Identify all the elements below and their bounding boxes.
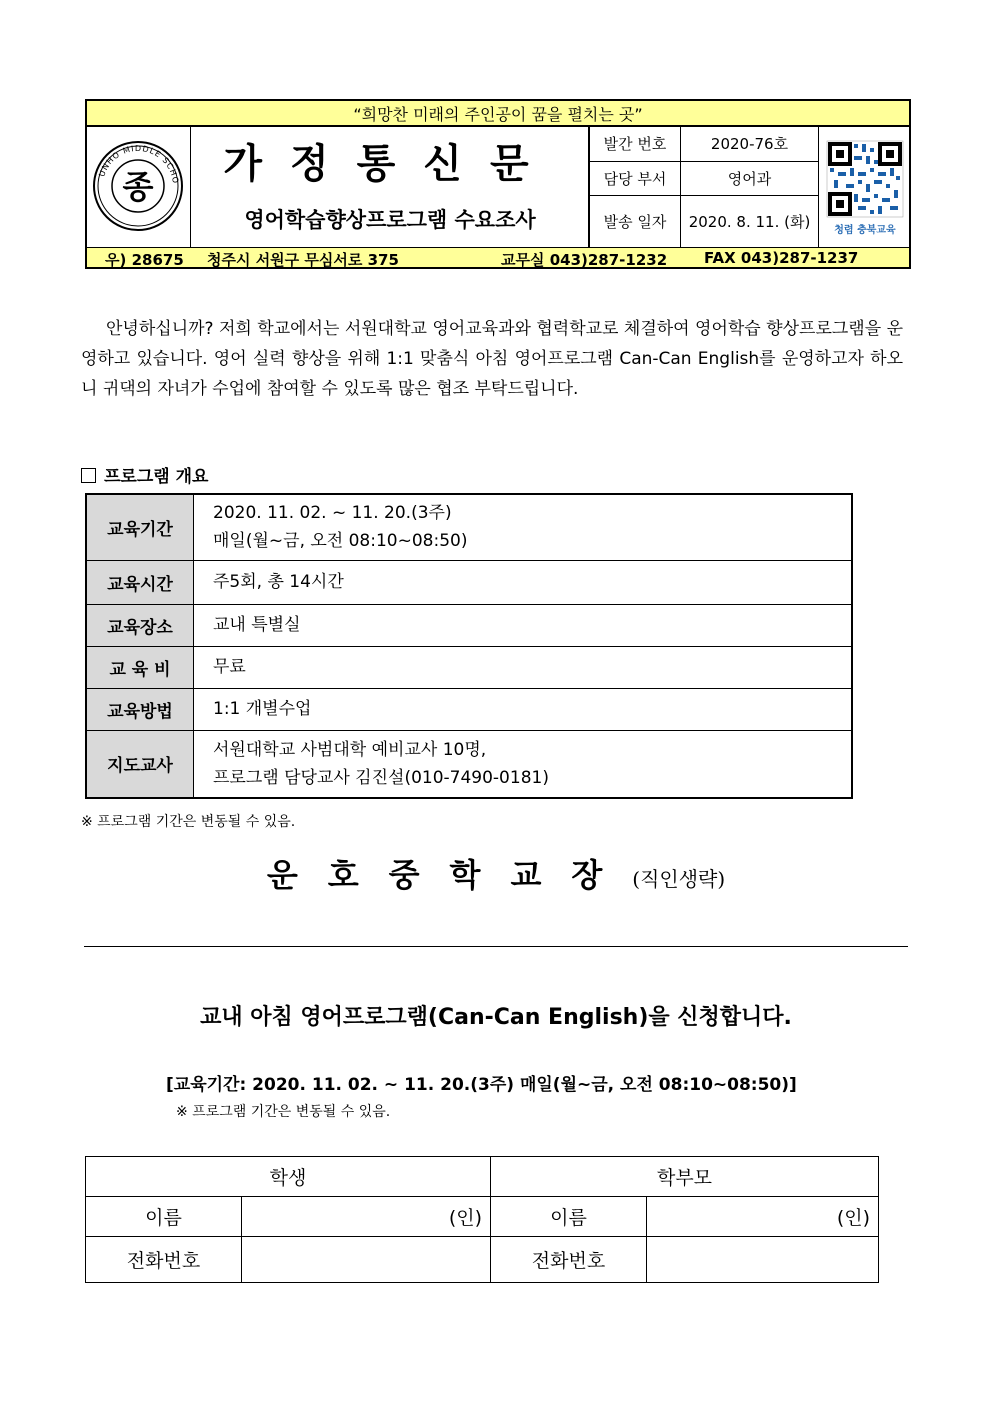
method-label: 교육방법 <box>86 688 194 730</box>
document-title: 가정통신문 <box>223 139 557 187</box>
program-note: ※ 프로그램 기간은 변동될 수 있음. <box>81 814 296 830</box>
send-date-label: 발송 일자 <box>590 196 681 248</box>
qr-code-icon <box>819 125 911 225</box>
seal-omitted: (직인생략) <box>632 867 726 891</box>
parent-name-field[interactable]: (인) <box>647 1197 879 1237</box>
student-phone-field[interactable] <box>242 1237 491 1283</box>
issue-info-table <box>589 125 819 248</box>
school-slogan: “희망찬 미래의 주인공이 꿈을 펼치는 곳” <box>85 99 911 127</box>
fax-number: FAX 043)287-1237 <box>704 249 859 267</box>
qr-code-cell <box>819 125 911 247</box>
school-logo-cell <box>85 125 191 247</box>
send-date-value: 2020. 8. 11. (화) <box>681 196 819 248</box>
zip-code: 우) 28675 <box>105 251 184 269</box>
hours-value: 주5회, 총 14시간 <box>194 560 853 604</box>
fee-value: 무료 <box>194 646 853 688</box>
qr-caption: 청렴 충북교육 <box>834 225 896 236</box>
instructor-value <box>194 730 853 798</box>
fee-label: 교 육 비 <box>86 646 194 688</box>
parent-header: 학부모 <box>491 1157 879 1197</box>
department-label: 담당 부서 <box>590 162 681 196</box>
period-schedule: 매일(월~금, 오전 08:10~08:50) <box>213 531 468 552</box>
student-name-field[interactable]: (인) <box>242 1197 491 1237</box>
principal-signature <box>0 850 992 896</box>
street-address: 청주시 서원구 무심서로 375 <box>207 251 399 269</box>
cut-line <box>84 946 908 947</box>
document-subtitle: 영어학습향상프로그램 수요조사 <box>244 207 536 232</box>
hours-label: 교육시간 <box>86 560 194 604</box>
period-dates: 2020. 11. 02. ~ 11. 20.(3주) <box>213 503 452 524</box>
student-phone-label: 전화번호 <box>86 1237 242 1283</box>
address-bar <box>85 247 911 269</box>
department-value: 영어과 <box>681 162 819 196</box>
checkbox-square-icon <box>81 468 96 483</box>
location-value: 교내 특별실 <box>194 604 853 646</box>
period-label: 교육기간 <box>86 494 194 560</box>
application-form <box>85 1156 879 1283</box>
principal-name: 운호중학교장 <box>266 856 633 894</box>
parent-phone-field[interactable] <box>647 1237 879 1283</box>
location-label: 교육장소 <box>86 604 194 646</box>
instructor-line-2: 프로그램 담당교사 김진설(010-7490-0181) <box>213 767 549 788</box>
instructor-line-1: 서원대학교 사범대학 예비교사 10명, <box>213 739 487 760</box>
application-note: ※ 프로그램 기간은 변동될 수 있음. <box>176 1104 391 1120</box>
period-value <box>194 494 853 560</box>
application-period: [교육기간: 2020. 11. 02. ~ 11. 20.(3주) 매일(월~금, 오전 08:10~08:50)] <box>166 1075 797 1095</box>
program-overview-table <box>85 493 853 799</box>
parent-phone-label: 전화번호 <box>491 1237 647 1283</box>
section-title-text: 프로그램 개요 <box>104 467 209 487</box>
logo-char: 종 <box>122 168 154 206</box>
parent-name-label: 이름 <box>491 1197 647 1237</box>
issue-number-value: 2020-76호 <box>681 126 819 162</box>
student-header: 학생 <box>86 1157 491 1197</box>
office-phone: 교무실 043)287-1232 <box>501 251 668 269</box>
instructor-label: 지도교사 <box>86 730 194 798</box>
method-value: 1:1 개별수업 <box>194 688 853 730</box>
section-title <box>81 462 208 487</box>
intro-text: 안녕하십니까? 저희 학교에서는 서원대학교 영어교육과와 협력학교로 체결하여 영어학습 향상프로그램을 운영하고 있습니다. 영어 실력 향상을 위해 1:1 맞춤식 아침 영어프로그램 Can-Can English를 운영하고자 하오니 귀댁의 자녀가 수업에 참여할 수 있도록 많은 협조 부탁드립니다. <box>81 319 903 399</box>
school-logo-icon <box>85 125 191 247</box>
issue-number-label: 발간 번호 <box>590 126 681 162</box>
student-name-label: 이름 <box>86 1197 242 1237</box>
logo-ring-text: UNHO MIDDLE SCHO <box>97 143 181 185</box>
application-title: 교내 아침 영어프로그램(Can-Can English)을 신청합니다. <box>200 1005 792 1030</box>
intro-paragraph <box>81 314 903 404</box>
